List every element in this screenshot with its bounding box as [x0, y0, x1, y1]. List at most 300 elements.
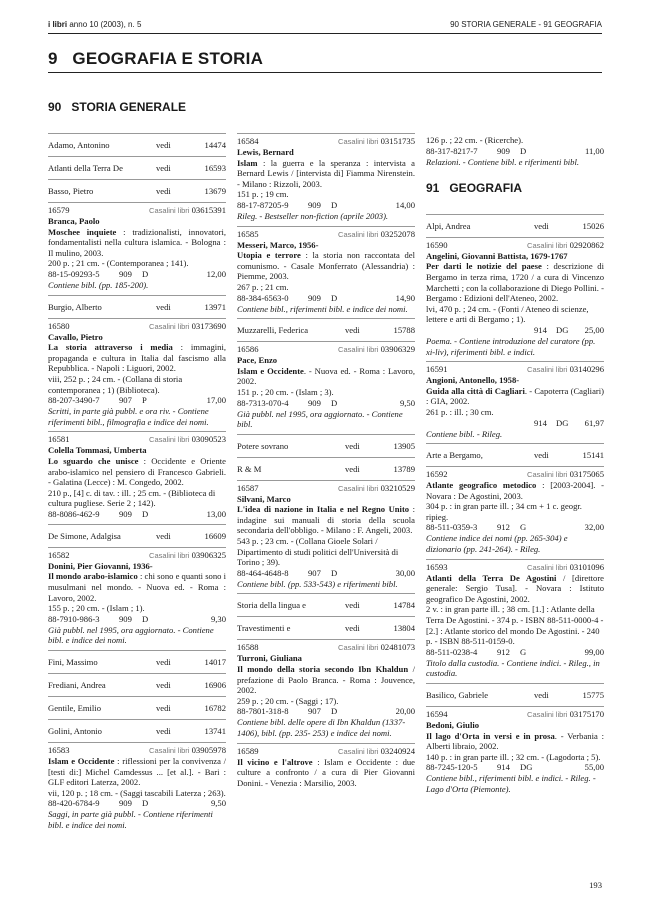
entry-title: Moschee inquiete	[48, 226, 117, 237]
entry-isbn: 88-8086-462-9	[48, 508, 100, 519]
index-row	[426, 443, 604, 466]
entry-note: Già pubbl. nel 1995, ora aggiornato. - Contiene bibl. e indice dei nomi.	[48, 624, 214, 646]
catalog-entry	[48, 547, 226, 650]
entry-class: 909	[119, 268, 132, 279]
index-number: 16593	[204, 163, 226, 173]
index-name: Storia della lingua e	[237, 600, 306, 611]
entry-price: 17,00	[206, 395, 226, 406]
entry-price-row	[48, 614, 226, 625]
entry-note: Rileg. - Bestseller non-fiction (aprile 2003).	[237, 210, 389, 221]
entry-price-row	[237, 293, 415, 304]
entry-publication: : la storia non raccontata del comunismo. - Casale Monferrato (Alessandria) : Piemme, 2003.	[237, 250, 415, 282]
entry-title: Lo sguardo che unisce	[48, 455, 139, 466]
index-name: Burgio, Alberto	[48, 301, 102, 312]
entry-description	[48, 342, 226, 374]
catalog-entry	[426, 706, 604, 799]
catalog-label: Casalini libri	[338, 746, 379, 756]
catalog-entry	[237, 133, 415, 226]
index-row	[237, 593, 415, 616]
entry-number: 16594	[426, 709, 448, 719]
entry-class: 909	[497, 145, 510, 156]
entry-header	[48, 434, 226, 445]
index-number: 16782	[204, 703, 226, 714]
entry-header	[48, 321, 226, 332]
vedi-label: vedi	[534, 690, 549, 700]
vedi-label: vedi	[156, 301, 171, 312]
entry-bib: DG	[556, 417, 569, 428]
entry-header	[237, 136, 415, 147]
entry-title: Atlanti della Terra De Agostini	[426, 572, 557, 583]
entry-price-row	[426, 325, 604, 336]
entry-description	[48, 571, 226, 603]
catalog-label: Casalini libri	[149, 206, 190, 215]
index-row	[426, 683, 604, 706]
catalog-entry	[426, 237, 604, 361]
entry-physical: 151 p. ; 20 cm. - (Islam ; 3).	[237, 386, 334, 397]
entry-header	[48, 550, 226, 561]
entry-price: 25,00	[584, 324, 604, 335]
entry-header	[48, 205, 226, 216]
index-number: 13789	[393, 463, 415, 474]
entry-description	[426, 731, 604, 752]
entry-price: 30,00	[395, 567, 415, 578]
entry-bib: G	[520, 646, 527, 657]
entry-physical: 304 p. : in gran parte ill. ; 34 cm + 1 c. geogr. ripieg.	[426, 501, 582, 522]
entry-description	[237, 757, 415, 789]
catalog-code	[338, 642, 415, 654]
entry-bib: D	[331, 706, 338, 717]
entry-description	[426, 261, 604, 303]
index-name: Golini, Antonio	[48, 726, 102, 737]
catalog-id: 03905978	[191, 745, 226, 756]
entry-number: 16592	[426, 469, 448, 480]
index-row	[48, 719, 226, 742]
column-2	[237, 133, 415, 792]
column-1	[48, 133, 226, 835]
entry-isbn: 88-317-8217-7	[426, 145, 478, 156]
entry-publication: : Occidente e Oriente arabo-islamico nel pensiero di Francesco Gabrieli. - Galatina (Lecce) : M. Congedo, 2002.	[48, 455, 226, 488]
catalog-code	[149, 321, 226, 333]
catalog-code	[527, 709, 604, 721]
index-row	[48, 179, 226, 202]
entry-title: Utopia e terrore	[237, 250, 301, 261]
catalog-code	[338, 483, 415, 495]
entry-note: Contiene bibl. - Rileg.	[426, 428, 503, 439]
entry-publication: : indagine sui manuali di storia della scuola secondaria dell'obbligo. - Milano : F. Angeli, 2003.	[237, 504, 415, 536]
catalog-label: Casalini libri	[527, 562, 568, 572]
vedi-label: vedi	[156, 680, 171, 691]
entry-number: 16585	[237, 228, 259, 239]
entry-header	[426, 240, 604, 251]
index-row	[48, 696, 226, 719]
entry-bib: D	[331, 567, 338, 578]
entry-publication: : [2003-2004]. - Novara : De Agostini, 2003.	[426, 480, 605, 501]
vedi-label: vedi	[534, 220, 549, 231]
index-row	[237, 616, 415, 639]
catalog-label: Casalini libri	[149, 321, 190, 331]
index-row	[48, 295, 226, 318]
entry-title: Islam	[237, 157, 258, 168]
entry-isbn: 88-15-09293-5	[48, 268, 100, 279]
vedi-label: vedi	[156, 140, 171, 150]
entry-title: Il mondo della storia secondo Ibn Khaldun	[237, 664, 409, 675]
entry-class: 914	[534, 417, 547, 428]
index-number: 13804	[393, 623, 415, 634]
entry-author: Bedoni, Giulio	[426, 720, 480, 730]
catalog-entry	[237, 743, 415, 793]
entry-price: 55,00	[584, 762, 604, 773]
entry-physical: lvi, 470 p. ; 24 cm. - (Fonti / Ateneo di scienze, lettere e arti di Bergamo ; 1).	[426, 303, 589, 325]
index-row	[237, 318, 415, 341]
chapter-rule	[48, 72, 602, 73]
entry-physical: 2 v. : in gran parte ill. ; 38 cm. [1.] : Atlante della Terra De Agostini. - 374 p. - ISBN 88-511-0000-4 - [2.] : Atlante storico del mondo De Agostini. - 240 p. - ISBN 88-511-0159-0.	[426, 604, 604, 647]
entry-note: Contiene bibl. delle opere di Ibn Khaldun (1337-1406), bibl. (pp. 235- 253) e indice dei nomi.	[237, 717, 406, 738]
entry-number: 16589	[237, 745, 259, 756]
entry-isbn: 88-17-87205-9	[237, 199, 289, 210]
catalog-entry	[237, 639, 415, 742]
catalog-label: Casalini libri	[338, 483, 379, 493]
entry-price-row	[426, 522, 604, 533]
entry-publication: : chi sono e quanti sono i musulmani nel mondo. - Nuova ed. - Roma : Lavoro, 2002.	[48, 571, 226, 603]
entry-physical: vii, 120 p. ; 18 cm. - (Saggi tascabili Laterza ; 263).	[48, 787, 226, 798]
entry-description	[426, 386, 604, 407]
index-number: 16609	[204, 530, 226, 541]
catalog-label: Casalini libri	[527, 240, 568, 250]
catalog-id: 03210529	[380, 482, 415, 493]
entry-physical: 126 p. ; 22 cm. - (Ricerche).	[426, 135, 524, 145]
entry-description	[237, 158, 415, 190]
catalog-code	[149, 434, 226, 446]
catalog-id: 03101096	[569, 561, 604, 572]
catalog-entry	[48, 318, 226, 432]
catalog-id: 03175170	[569, 709, 604, 719]
catalog-entry	[237, 226, 415, 319]
entry-isbn: 88-7910-986-3	[48, 613, 100, 624]
entry-number: 16581	[48, 434, 70, 445]
index-name: Arte a Bergamo,	[426, 450, 483, 461]
entry-isbn: 88-207-3490-7	[48, 395, 100, 406]
entry-price-row	[48, 509, 226, 520]
catalog-id: 03906325	[191, 549, 226, 560]
index-number: 15775	[582, 690, 604, 700]
entry-note: Titolo dalla custodia. - Contiene indici. - Rileg., in custodia.	[426, 657, 600, 679]
catalog-entry	[426, 466, 604, 559]
entry-isbn: 88-511-0238-4	[426, 646, 478, 657]
entry-price: 12,00	[206, 268, 226, 279]
entry-number: 16591	[426, 364, 448, 375]
entry-publication: : immagini, propaganda e cultura in Italia dal fascismo alla Repubblica. - Napoli : Liguori, 2002.	[48, 342, 226, 374]
entry-number: 16590	[426, 239, 448, 250]
catalog-label: Casalini libri	[338, 229, 379, 239]
entry-author: Angelini, Giovanni Battista, 1679-1767	[426, 250, 568, 261]
entry-price-row	[426, 418, 604, 429]
entry-number: 16579	[48, 205, 70, 215]
catalog-id: 03090523	[191, 434, 226, 445]
entry-class: 907	[308, 567, 321, 578]
entry-class: 909	[308, 397, 321, 408]
entry-isbn: 88-384-6563-0	[237, 292, 289, 303]
entry-bib: D	[142, 268, 149, 279]
entry-price: 32,00	[584, 522, 604, 533]
entry-price: 11,00	[584, 145, 604, 156]
section-range: 90 STORIA GENERALE - 91 GEOGRAFIA	[450, 20, 602, 29]
index-name: Gentile, Emilio	[48, 703, 101, 714]
entry-publication: . - Verbania : Alberti libraio, 2002.	[426, 730, 604, 752]
entry-title: L'idea di nazione in Italia e nel Regno Unito	[237, 504, 410, 515]
entry-title: Il mondo arabo-islamico	[48, 571, 138, 582]
entry-class: 912	[497, 646, 510, 657]
entry-price-row	[426, 762, 604, 773]
catalog-code	[338, 229, 415, 241]
vedi-label: vedi	[156, 530, 171, 541]
vedi-label: vedi	[345, 440, 360, 451]
entry-number: 16580	[48, 320, 70, 331]
index-row	[48, 133, 226, 156]
entry-description	[48, 456, 226, 488]
catalog-id: 03140296	[569, 364, 604, 375]
entry-physical: 543 p. ; 23 cm. - (Collana Gioele Solari / Dipartimento di studi politici dell'Università di Torino ; 39).	[237, 536, 399, 568]
index-row	[237, 434, 415, 457]
index-number: 13971	[204, 301, 226, 312]
index-name: Potere sovrano	[237, 440, 289, 451]
vedi-label: vedi	[156, 703, 171, 714]
vedi-label: vedi	[156, 186, 171, 196]
entry-number: 16583	[48, 745, 70, 756]
entry-price: 14,90	[395, 292, 415, 303]
entry-physical: 140 p. : in gran parte ill. ; 32 cm. - (Lagodorta ; 5).	[426, 751, 601, 762]
entry-publication: : Islam e Occidente : due culture a confronto / a cura di Pier Giovanni Donini. - Venezia : Marsilio, 2003.	[237, 756, 415, 788]
catalog-entry	[426, 559, 604, 683]
entry-price: 99,00	[584, 646, 604, 657]
entry-header	[426, 562, 604, 573]
catalog-entry	[426, 361, 604, 443]
entry-note: Contiene indice dei nomi (pp. 265-304) e dizionario (pp. 241-264). - Rileg.	[426, 533, 568, 555]
entry-class: 912	[497, 522, 510, 533]
entry-price-row	[237, 568, 415, 579]
catalog-code	[527, 364, 604, 376]
entry-price: 9,50	[210, 798, 226, 809]
index-name: Atlanti della Terra De	[48, 163, 123, 173]
catalog-entry	[48, 431, 226, 524]
entry-header	[237, 746, 415, 757]
entry-note: Scritti, in parte già pubbl. e ora riv. - Contiene riferimenti bibl., filmografia e indice dei nomi.	[48, 406, 209, 427]
entry-price: 9,30	[210, 613, 226, 624]
entry-title: Il lago d'Orta in versi e in prosa	[426, 730, 555, 741]
catalog-id: 03240924	[380, 745, 415, 756]
index-row	[426, 214, 604, 237]
entry-author: Donini, Pier Giovanni, 1936-	[48, 560, 153, 571]
entry-bib: D	[331, 199, 338, 210]
entry-number: 16593	[426, 561, 448, 572]
index-number: 13905	[393, 440, 415, 451]
vedi-label: vedi	[156, 657, 171, 668]
entry-price-row	[48, 798, 226, 809]
entry-isbn: 88-7313-070-4	[237, 397, 289, 408]
index-number: 14784	[393, 600, 415, 611]
entry-title: Islam e Occidente	[237, 365, 304, 376]
catalog-code	[527, 562, 604, 574]
entry-number: 16584	[237, 136, 259, 146]
entry-note: Contiene bibl., riferimenti bibl. e indice dei nomi.	[237, 303, 408, 314]
index-number: 14474	[204, 140, 226, 150]
catalog-id: 03151735	[380, 136, 415, 146]
section-heading-90: 90 STORIA GENERALE	[48, 100, 187, 114]
entry-header	[237, 229, 415, 240]
entry-description	[426, 573, 604, 605]
catalog-code	[527, 240, 604, 252]
catalog-label: Casalini libri	[149, 435, 190, 445]
entry-price-row	[48, 395, 226, 406]
entry-author: Lewis, Bernard	[237, 147, 294, 157]
catalog-label: Casalini libri	[527, 710, 568, 719]
index-name: Fini, Massimo	[48, 657, 98, 668]
entry-title: Il vicino e l'altrove	[237, 756, 313, 767]
entry-bib: D	[142, 508, 149, 519]
chapter-title: 9 GEOGRAFIA E STORIA	[48, 49, 264, 68]
index-number: 16906	[204, 680, 226, 691]
index-name: Adamo, Antonino	[48, 140, 110, 150]
entry-description	[237, 664, 415, 696]
entry-price-row	[426, 647, 604, 658]
entry-price-row	[426, 146, 604, 157]
entry-publication: / prefazione di Paolo Branca. - Roma : Jouvence, 2002.	[237, 664, 415, 696]
index-number: 15141	[582, 450, 604, 461]
entry-isbn: 88-7801-318-8	[237, 706, 289, 717]
column-3	[426, 133, 604, 799]
entry-note: Contiene bibl., riferimenti bibl. e indici. - Rileg. - Lago d'Orta (Piemonte).	[426, 773, 596, 794]
entry-description	[237, 250, 415, 282]
entry-bib: D	[331, 397, 338, 408]
vedi-label: vedi	[345, 463, 360, 474]
entry-price-row	[237, 200, 415, 211]
catalog-code	[527, 469, 604, 481]
entry-title: La storia attraverso i media	[48, 342, 173, 353]
catalog-label: Casalini libri	[149, 550, 190, 560]
entry-isbn: 88-464-4648-8	[237, 567, 289, 578]
entry-physical: 267 p. ; 21 cm.	[237, 281, 289, 292]
running-header	[48, 20, 602, 34]
entry-publication: : tradizionalisti, innovatori, fondamentalisti nella cultura islamica. - Bologna : Il mulino, 2003.	[48, 226, 226, 258]
entry-bib: P	[142, 395, 147, 406]
entry-header	[237, 344, 415, 355]
entry-title: Islam e Occidente	[48, 756, 115, 767]
catalog-code	[338, 136, 415, 148]
entry-isbn: 88-420-6784-9	[48, 798, 100, 809]
entry-publication: . - Nuova ed. - Roma : Lavoro, 2002.	[237, 365, 415, 387]
entry-header	[426, 364, 604, 375]
entry-price: 14,00	[395, 199, 415, 210]
catalog-entry	[237, 341, 415, 434]
entry-author: Silvani, Marco	[237, 493, 291, 504]
index-number: 15788	[393, 325, 415, 336]
catalog-id: 02481073	[380, 642, 415, 653]
vedi-label: vedi	[534, 450, 549, 461]
catalog-label: Casalini libri	[527, 470, 568, 480]
entry-publication: : descrizione di Bergamo in terza rima, 1720 / a cura di Vincenzo Marchetti ; con la collaborazione di Diego Pollini. - Bergamo : Edizioni dell'Ateneo, 2002.	[426, 261, 604, 304]
entry-class: 907	[308, 706, 321, 717]
entry-price-row	[237, 706, 415, 717]
catalog-label: Casalini libri	[149, 746, 190, 756]
entry-description	[237, 366, 415, 387]
entry-class: 909	[308, 199, 321, 210]
catalog-code	[149, 745, 226, 757]
entry-title: Per darti le notizie del paese	[426, 261, 542, 272]
entry-isbn: 88-7245-120-5	[426, 762, 478, 773]
catalog-label: Casalini libri	[527, 365, 568, 375]
catalog-code	[149, 205, 226, 217]
entry-isbn: 88-511-0359-3	[426, 522, 478, 533]
catalog-entry	[237, 480, 415, 594]
entry-note: Saggi, in parte già pubbl. - Contiene riferimenti bibl. e indice dei nomi.	[48, 809, 213, 830]
entry-price: 20,00	[395, 706, 415, 717]
index-row	[48, 524, 226, 547]
entry-number: 16582	[48, 549, 70, 560]
entry-bib: D	[331, 292, 338, 303]
entry-author: Cavallo, Pietro	[48, 331, 103, 342]
catalog-entry	[426, 133, 604, 171]
index-row	[48, 673, 226, 696]
section-heading-91: 91 GEOGRAFIA	[426, 181, 523, 196]
entry-class: 914	[497, 762, 510, 773]
entry-author: Pace, Enzo	[237, 355, 278, 366]
catalog-label: Casalini libri	[338, 137, 379, 146]
catalog-id: 03906329	[380, 344, 415, 355]
index-number: 13679	[204, 186, 226, 196]
entry-price-row	[48, 269, 226, 280]
index-row	[48, 650, 226, 673]
entry-class: 909	[119, 508, 132, 519]
entry-publication: / [direttore generale: Sergio Tusa]. - Novara : Istituto geografico De Agostini, 2002.	[426, 572, 604, 604]
entry-author: Colella Tommasi, Umberta	[48, 445, 147, 456]
entry-physical: 261 p. : ill. ; 30 cm.	[426, 406, 494, 417]
entry-title: Guida alla città di Cagliari	[426, 385, 525, 396]
entry-physical: 151 p. ; 19 cm.	[237, 189, 289, 200]
entry-bib: D	[142, 798, 149, 809]
catalog-id: 03252078	[380, 228, 415, 239]
entry-class: 909	[119, 613, 132, 624]
entry-physical: 155 p. ; 20 cm. - (Islam ; 1).	[48, 603, 145, 614]
entry-bib: D	[520, 145, 527, 156]
journal-name: i libri anno 10 (2003), n. 5	[48, 20, 142, 29]
entry-price: 13,00	[206, 508, 226, 519]
entry-author: Angioni, Antonello, 1958-	[426, 375, 520, 386]
index-name: Alpi, Andrea	[426, 220, 471, 231]
entry-bib: DG	[556, 324, 569, 335]
entry-class: 907	[119, 395, 132, 406]
entry-header	[426, 469, 604, 480]
vedi-label: vedi	[345, 623, 360, 634]
index-name: Travestimenti e	[237, 623, 291, 634]
catalog-entry	[48, 742, 226, 835]
index-number: 13741	[204, 726, 226, 737]
entry-publication: . - Capoterra (Cagliari) : GIA, 2002.	[426, 385, 604, 407]
entry-description	[237, 504, 415, 536]
entry-note: Contiene bibl. (pp. 533-543) e riferimenti bibl.	[237, 578, 398, 589]
vedi-label: vedi	[156, 726, 171, 737]
vedi-label: vedi	[156, 163, 171, 173]
catalog-id: 02920862	[569, 239, 604, 250]
index-number: 15026	[582, 220, 604, 231]
entry-physical: 259 p. ; 20 cm. - (Saggi ; 17).	[237, 695, 339, 706]
entry-note: Poema. - Contiene introduzione del curatore (pp. xi-liv), riferimenti bibl. e indici.	[426, 335, 596, 357]
entry-header	[237, 483, 415, 494]
entry-number: 16587	[237, 482, 259, 493]
entry-author: Branca, Paolo	[48, 216, 100, 226]
entry-physical: 210 p., [4] c. di tav. : ill. ; 25 cm. - (Biblioteca di cultura pugliese. Serie 2 ; 142).	[48, 487, 216, 509]
entry-note: Già pubbl. nel 1995, ora aggiornato. - Contiene bibl.	[237, 408, 403, 430]
index-row	[237, 457, 415, 480]
entry-bib: D	[142, 613, 149, 624]
